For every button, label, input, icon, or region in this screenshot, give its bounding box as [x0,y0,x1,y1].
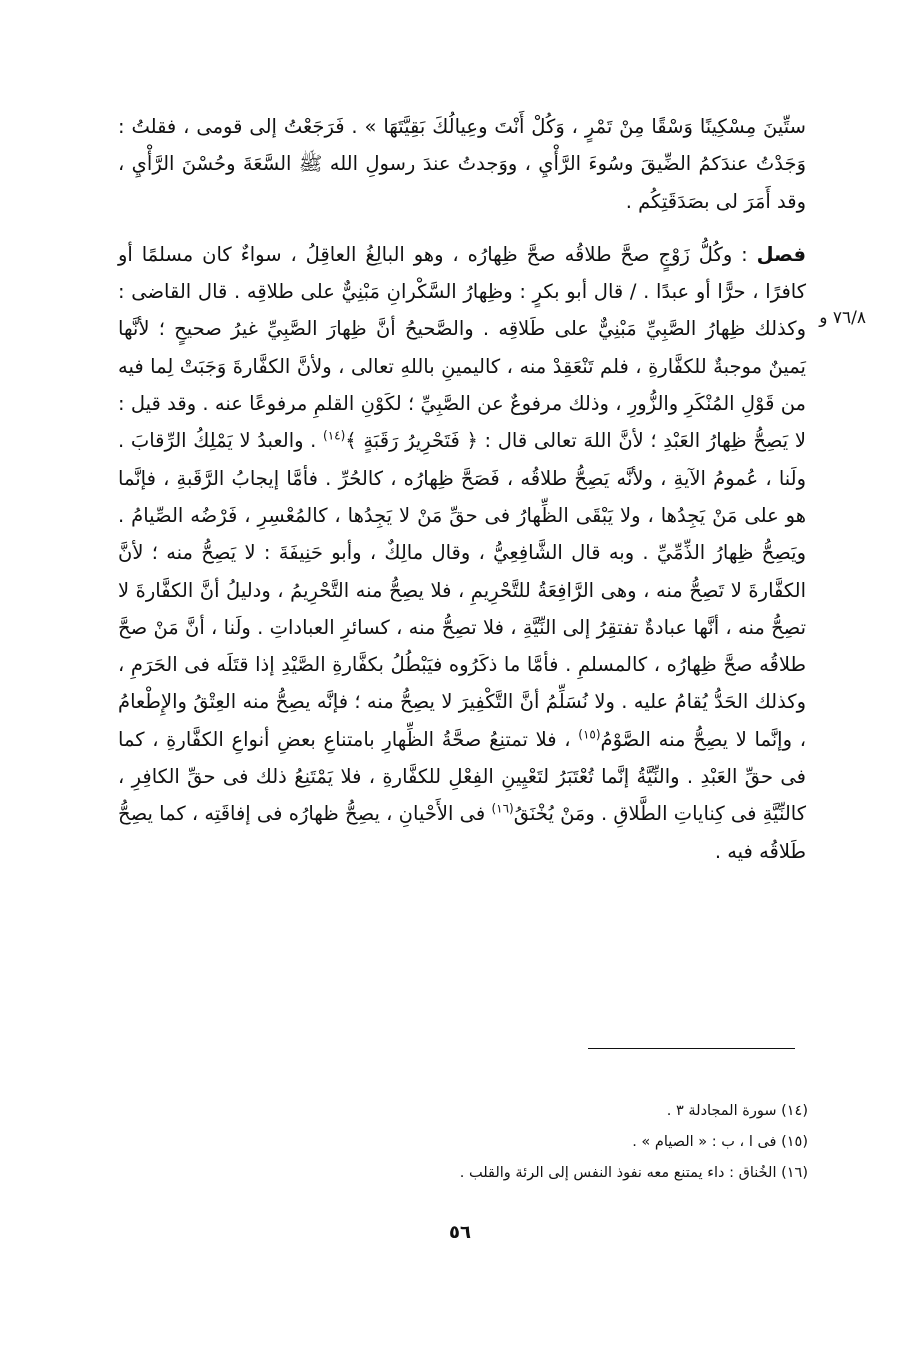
paragraph-2-part-2: . والعبدُ لا يَمْلِكُ الرِّقابَ . ولَنا ، عُمومُ الآيةِ ، ولأنَّه يَصِحُّ طلاقُه ، فَصَحَّ ظِهارُه ، كالحُرِّ . فأمَّا إيجابُ الرَّقَبةِ ، فإنَّما هو على مَنْ يَجِدُها ، ولا يَبْقَى الظِّهارُ فى حقِّ مَنْ لا يَجِدُها ، كالمُعْسِرِ ، فَرْضُه الصِّيامُ . ويَصِحُّ ظِهارُ الذِّمِّيِّ . وبه قال الشَّافِعِيُّ ، وقال مالِكٌ ، وأبو حَنِيفَةَ : لا يَصِحُّ منه ؛ لأنَّ الكفَّارةَ لا تَصِحُّ منه ، وهى الرَّافِعَةُ للتَّحْرِيمِ ، فلا يصِحُّ منه التَّحْرِيمُ ، ودليلُ أنَّ الكفَّارةَ لا تصِحُّ منه ، أنَّها عبادةٌ تفتقِرُ إلى النِّيَّةِ ، فلا تصِحُّ منه ، كسائرِ العباداتِ . ولَنا ، أنَّ مَنْ صحَّ طلاقُه صحَّ ظِهارُه ، كالمسلمِ . فأمَّا ما ذكَرُوه فيَبْطُلُ بكفَّارةِ الصَّيْدِ إذا قتَلَه فى الحَرَمِ ، وكذلك الحَدُّ يُقامُ عليه . ولا نُسَلِّمُ أنَّ التَّكْفِيرَ لا يصِحُّ منه ؛ فإنَّه يصِحُّ منه العِتْقُ والإِطْعامُ ، وإنَّما لا يصِحُّ منه الصَّوْمُ [118,429,806,751]
paragraph-2-part-4: فى الأَحْيانِ ، يصِحُّ ظهارُه فى إفاقَتِه ، كما يصِحُّ طَلاقُه فيه . [118,802,806,863]
footnote-divider [588,1048,795,1049]
footnotes-list [118,1096,808,1189]
paragraph-2-part-1: : وكُلُّ زَوْجٍ صحَّ طلاقُه صحَّ ظِهارُه ، وهو البالِغُ العاقِلُ ، سواءٌ كان مسلمًا أو كافرًا ، حرًّا أو عبدًا . / قال أبو بكرٍ : وظِهارُ السَّكْرانِ مَبْنِيٌّ على طلاقِه . قال القاضى : وكذلك ظِهارُ الصَّبِيِّ مَبْنِيٌّ على طَلاقِه . والصَّحيحُ أنَّ ظِهارَ الصَّبِيِّ غيرُ صحيحٍ ؛ لأنَّها يَمينٌ موجبةٌ للكفَّارةِ ، فلم تَنْعَقِدْ منه ، كاليمينِ باللهِ تعالى ، ولأنَّ الكفَّارةَ وَجَبَتْ لِما فيه من قَوْلِ المُنْكَرِ والزُّورِ ، وذلك مرفوعٌ عن الصَّبِيِّ ؛ لكَوْنِ القلمِ مرفوعًا عنه . وقد قيل : لا يَصِحُّ ظِهارُ العَبْدِ ؛ لأنَّ اللهَ تعالى قال : [118,242,807,453]
margin-folio-reference: ٧٦/٨ و [819,308,866,328]
main-text-block [118,108,806,870]
footnote-14: (١٤) سورة المجادلة ٣ . [666,1103,808,1119]
footnote-16: (١٦) الخُناق : داء يمتنع معه نفوذ النفس إلى الرئة والقلب . [459,1165,808,1181]
paragraph-section-zihar [118,236,806,870]
section-heading-term: فصل [756,242,806,266]
paragraph-2-part-3: ، فلا تمتنِعُ صحَّةُ الظِّهارِ بامتناعِ بعضِ أنواعِ الكفَّارةِ ، كما فى حقِّ العَبْدِ . والنِّيَّةُ إنَّما تُعْتَبَرُ لتَعْيِينِ الفِعْلِ للكفَّارةِ ، فلا يَمْتَنِعُ ذلك فى حقِّ الكافِرِ ، كالنِّيَّةِ فى كِناياتِ الطَّلاقِ . ومَنْ يُخْنَقُ [118,727,806,826]
page-number: ٥٦ [449,1222,471,1243]
footnote-15: (١٥) فى ا ، ب : « الصيام » . [632,1134,808,1150]
paragraph-1-text: ستِّينَ مِسْكِينًا وَسْقًا مِنْ تَمْرٍ ، وَكُلْ أَنْتَ وعِيالُكَ بَقِيَّتَهَا » . فَرَجَعْتُ إلى قومى ، فقلتُ : وَجَدْتُ عندَكمُ الضِّيقَ وسُوءَ الرَّأْيِ ، ووَجدتُ عندَ رسولِ الله ﷺ السَّعَةَ وحُسْنَ الرَّأْيِ ، وقد أَمَرَ لى بصَدَقَتِكُم . [118,115,806,213]
paragraph-hadith-end [118,108,806,220]
footnote-ref-16[interactable]: (١٦) [491,801,514,816]
footnote-ref-15[interactable]: (١٥) [578,727,601,742]
quran-verse-quote: ﴿ فَتَحْرِيرُ رَقَبَةٍ ﴾ [345,429,478,453]
footnote-ref-14[interactable]: (١٤) [323,428,346,443]
